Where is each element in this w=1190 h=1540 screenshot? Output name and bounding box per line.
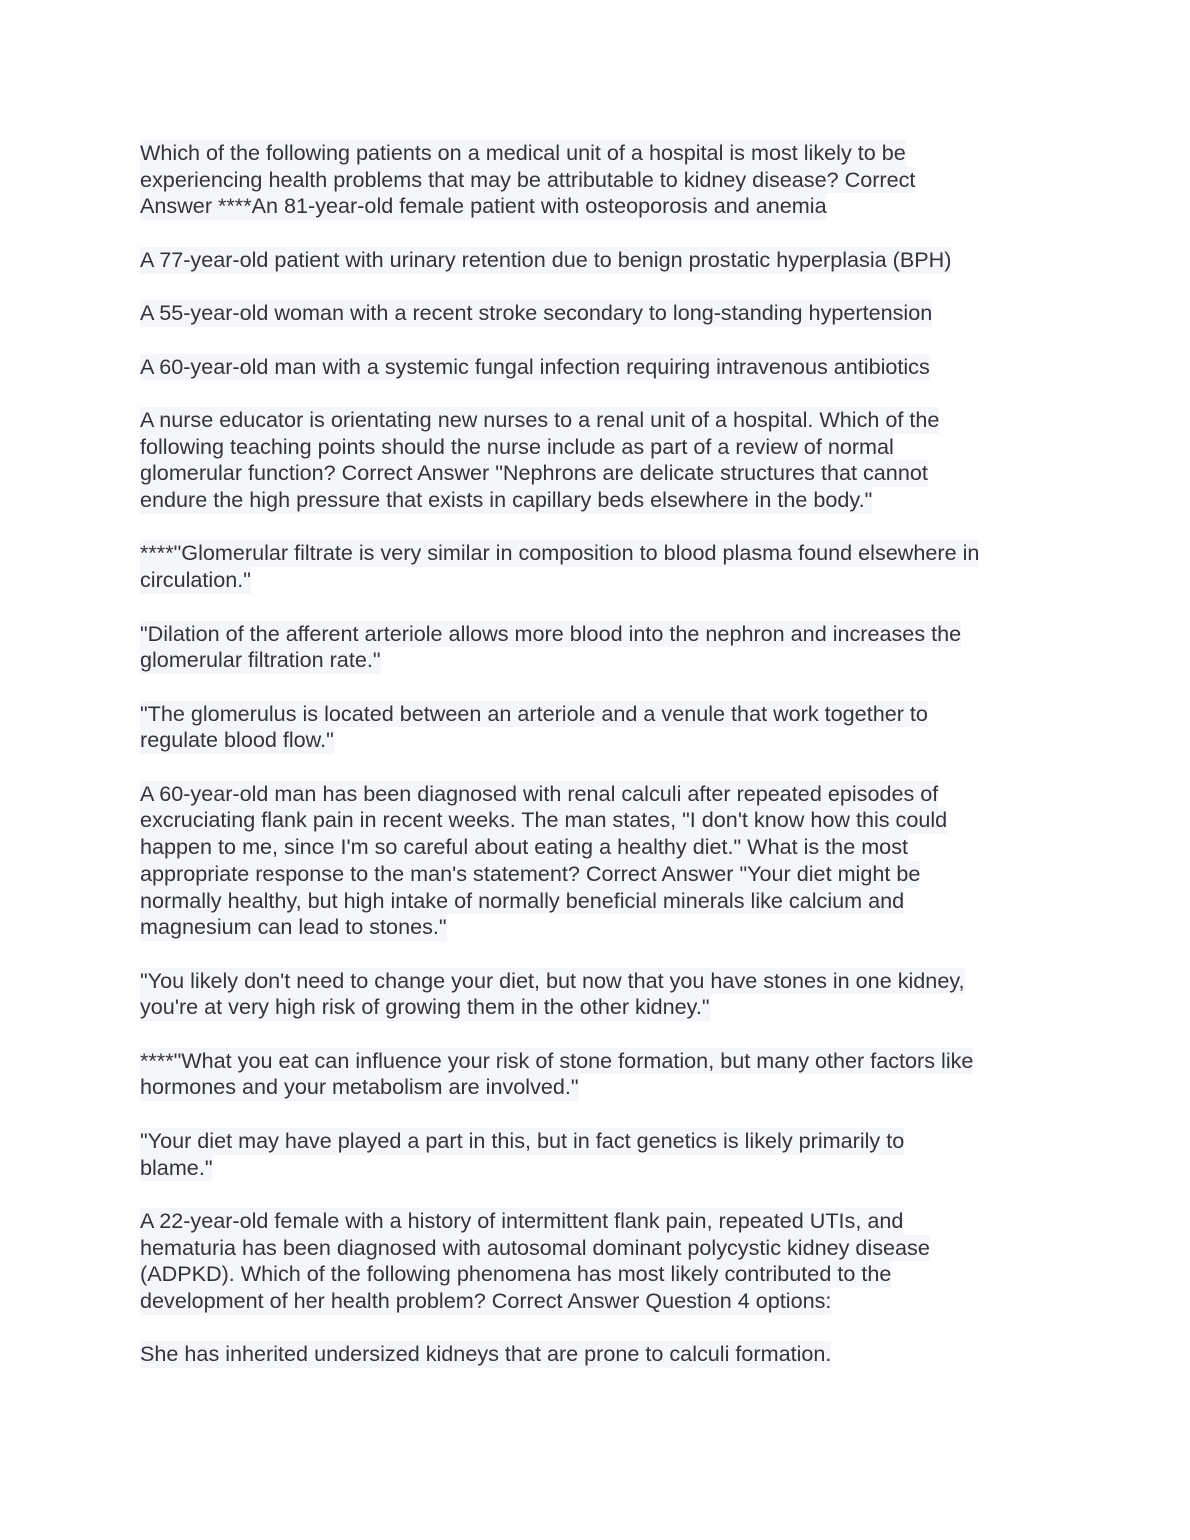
text-line: normally healthy, but high intake of normally beneficial minerals like calcium and — [140, 887, 905, 913]
paragraph — [140, 407, 1060, 514]
paragraph — [140, 1128, 1060, 1181]
text-line: appropriate response to the man's statement? Correct Answer "Your diet might be — [140, 860, 921, 886]
paragraph — [140, 701, 1060, 754]
text-line: "Dilation of the afferent arteriole allows more blood into the nephron and increases the — [140, 620, 962, 646]
text-line: ****"What you eat can influence your risk of stone formation, but many other factors like — [140, 1047, 974, 1073]
text-line: "You likely don't need to change your diet, but now that you have stones in one kidney, — [140, 967, 965, 993]
paragraph — [140, 540, 1060, 593]
text-line: hormones and your metabolism are involved." — [140, 1074, 579, 1100]
text-line: She has inherited undersized kidneys that are prone to calculi formation. — [140, 1341, 832, 1367]
text-line: A 60-year-old man has been diagnosed with renal calculi after repeated episodes of — [140, 780, 939, 806]
text-line: blame." — [140, 1154, 213, 1180]
paragraph — [140, 300, 1060, 327]
text-line: following teaching points should the nurse include as part of a review of normal — [140, 433, 894, 459]
text-line: A 77-year-old patient with urinary retention due to benign prostatic hyperplasia (BPH) — [140, 246, 952, 272]
paragraph — [140, 781, 1060, 941]
text-line: ****"Glomerular filtrate is very similar in composition to blood plasma found elsewhere in — [140, 540, 980, 566]
paragraph — [140, 1208, 1060, 1315]
text-line: hematuria has been diagnosed with autosomal dominant polycystic kidney disease — [140, 1234, 930, 1260]
text-line: "Your diet may have played a part in this, but in fact genetics is likely primarily to — [140, 1127, 905, 1153]
text-line: experiencing health problems that may be attributable to kidney disease? Correct — [140, 166, 916, 192]
text-line: magnesium can lead to stones." — [140, 914, 447, 940]
text-line: glomerular filtration rate." — [140, 647, 381, 673]
document-page — [140, 140, 1060, 1395]
paragraph — [140, 968, 1060, 1021]
text-line: (ADPKD). Which of the following phenomena has most likely contributed to the — [140, 1261, 892, 1287]
paragraph — [140, 247, 1060, 274]
text-line: A nurse educator is orientating new nurses to a renal unit of a hospital. Which of the — [140, 406, 940, 432]
text-line: A 55-year-old woman with a recent stroke secondary to long-standing hypertension — [140, 300, 933, 326]
text-line: Which of the following patients on a medical unit of a hospital is most likely to be — [140, 140, 906, 165]
text-line: endure the high pressure that exists in capillary beds elsewhere in the body." — [140, 487, 873, 513]
text-line: you're at very high risk of growing them in the other kidney." — [140, 994, 710, 1020]
paragraph — [140, 621, 1060, 674]
text-line: development of her health problem? Correct Answer Question 4 options: — [140, 1288, 832, 1314]
text-line: happen to me, since I'm so careful about eating a healthy diet." What is the most — [140, 834, 908, 860]
text-line: A 22-year-old female with a history of intermittent flank pain, repeated UTIs, and — [140, 1207, 904, 1233]
text-line: glomerular function? Correct Answer "Nephrons are delicate structures that cannot — [140, 460, 928, 486]
text-line: excruciating flank pain in recent weeks. The man states, "I don't know how this could — [140, 807, 948, 833]
text-line: regulate blood flow." — [140, 727, 334, 753]
paragraph — [140, 354, 1060, 381]
text-line: circulation." — [140, 567, 251, 593]
text-line: Answer ****An 81-year-old female patient with osteoporosis and anemia — [140, 193, 827, 219]
text-line: A 60-year-old man with a systemic fungal infection requiring intravenous antibiotics — [140, 353, 930, 379]
paragraph — [140, 1048, 1060, 1101]
paragraph — [140, 140, 1060, 220]
text-line: "The glomerulus is located between an arteriole and a venule that work together to — [140, 700, 928, 726]
paragraph — [140, 1341, 1060, 1368]
